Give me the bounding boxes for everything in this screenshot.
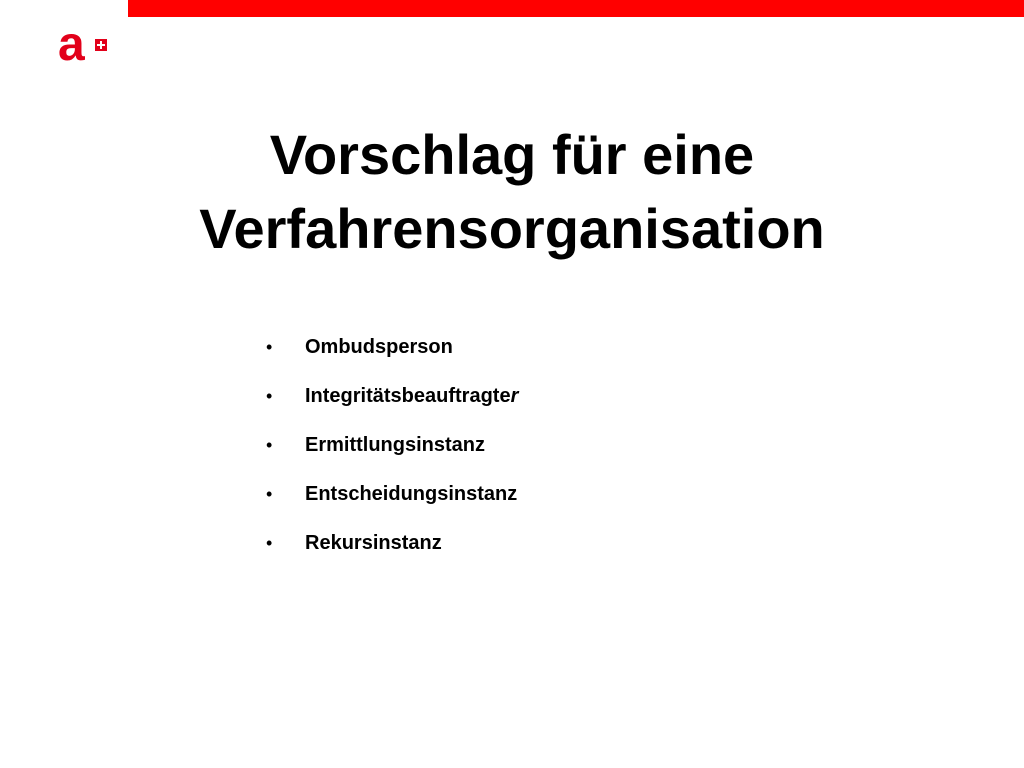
bullet-text-main: Integritätsbeauftragte (305, 385, 511, 407)
bullet-text: Ermittlungsinstanz (305, 434, 486, 456)
bullet-marker: • (266, 386, 273, 406)
admin-ch-logo (58, 18, 114, 73)
swiss-cross-icon (95, 39, 107, 51)
slide-title-line-1: Vorschlag für eine (269, 123, 755, 186)
logo-letter: a (58, 18, 85, 71)
bullet-marker: • (266, 533, 273, 553)
bullet-marker: • (266, 484, 273, 504)
slide-title (0, 118, 1024, 266)
bullet-text: Ombudsperson (305, 336, 453, 358)
bullet-marker: • (266, 337, 273, 357)
bullet-text: Rekursinstanz (305, 532, 442, 554)
bullet-text-italic-suffix: r (510, 385, 519, 407)
bullet-text (305, 382, 518, 410)
bullet-marker: • (266, 435, 273, 455)
bullet-text: Entscheidungsinstanz (305, 483, 518, 505)
top-accent-bar (128, 0, 1024, 17)
slide-title-line-2: Verfahrensorganisation (199, 197, 825, 260)
